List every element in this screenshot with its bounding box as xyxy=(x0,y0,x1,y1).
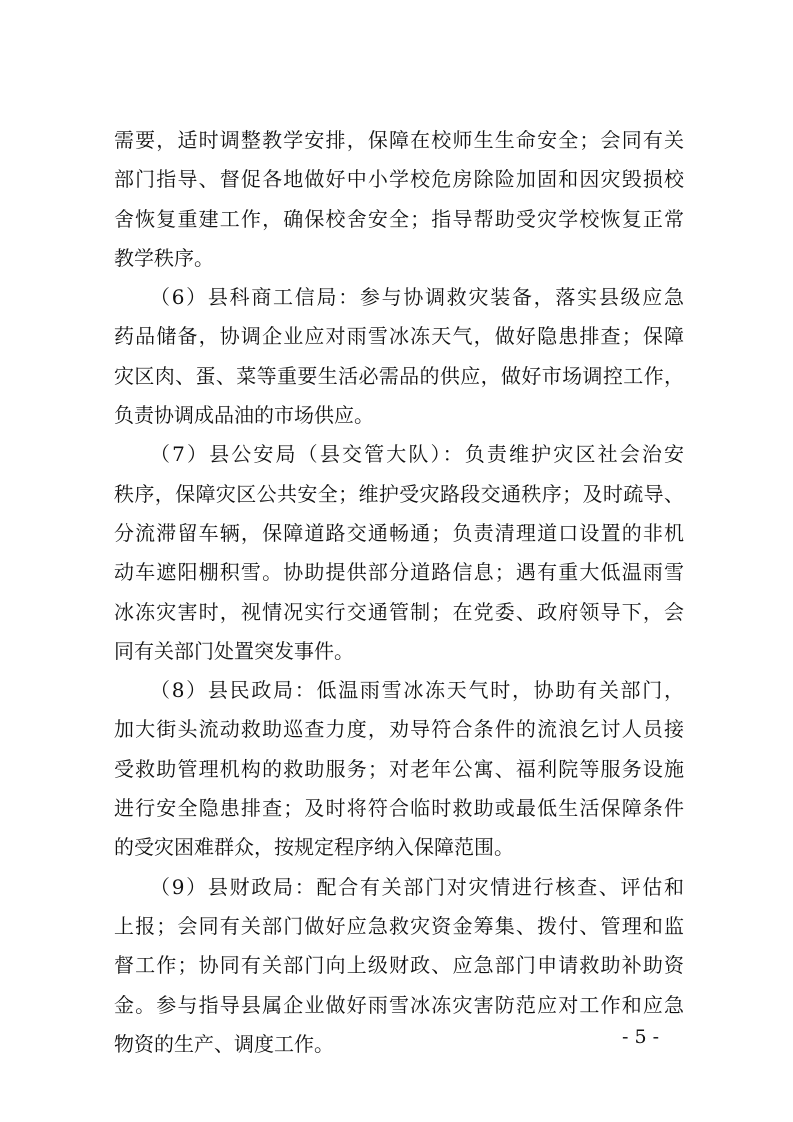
text-line: 物资的生产、调度工作。 xyxy=(114,1031,334,1056)
text-line: 督工作；协同有关部门向上级财政、应急部门申请救助补助资 xyxy=(114,953,684,978)
paragraph-7-first-line: （7）县公安局（县交管大队）：负责维护灾区社会治安 xyxy=(150,442,684,467)
paragraph-6-first-line: （6）县科商工信局：参与协调救灾装备，落实县级应急 xyxy=(150,285,684,310)
body-text xyxy=(114,121,684,1064)
text-line: 的受灾困难群众，按规定程序纳入保障范围。 xyxy=(114,835,514,860)
text-line: 进行安全隐患排查；及时将符合临时救助或最低生活保障条件 xyxy=(114,796,684,821)
text-line: 部门指导、督促各地做好中小学校危房除险加固和因灾毁损校 xyxy=(114,167,684,192)
text-line: 需要，适时调整教学安排，保障在校师生生命安全；会同有关 xyxy=(114,128,684,152)
text-line: 秩序，保障灾区公共安全；维护受灾路段交通秩序；及时疏导、 xyxy=(114,481,684,506)
text-line: 舍恢复重建工作，确保校舍安全；指导帮助受灾学校恢复正常 xyxy=(114,206,684,231)
text-line: 灾区肉、蛋、菜等重要生活必需品的供应，做好市场调控工作， xyxy=(114,363,684,388)
text-line: 同有关部门处置突发事件。 xyxy=(114,638,354,663)
text-line: 动车遮阳棚积雪。协助提供部分道路信息；遇有重大低温雨雪 xyxy=(114,560,684,585)
paragraph-9-first-line: （9）县财政局：配合有关部门对灾情进行核查、评估和 xyxy=(150,874,684,899)
text-line: 金。参与指导县属企业做好雨雪冰冻灾害防范应对工作和应急 xyxy=(114,992,684,1017)
text-line: 负责协调成品油的市场供应。 xyxy=(114,403,374,428)
text-line: 受救助管理机构的救助服务；对老年公寓、福利院等服务设施 xyxy=(114,756,684,781)
text-line: 教学秩序。 xyxy=(114,245,214,270)
text-line: 上报；会同有关部门做好应急救灾资金筹集、拨付、管理和监 xyxy=(114,913,684,938)
text-line: 药品储备，协调企业应对雨雪冰冻天气，做好隐患排查；保障 xyxy=(114,324,684,349)
text-line: 分流滞留车辆，保障道路交通畅通；负责清理道口设置的非机 xyxy=(114,520,684,545)
text-line: 加大街头流动救助巡查力度，劝导符合条件的流浪乞讨人员接 xyxy=(114,717,684,742)
paragraph-8-first-line: （8）县民政局：低温雨雪冰冻天气时，协助有关部门， xyxy=(150,678,684,703)
page-number: - 5 - xyxy=(622,1026,660,1048)
text-line: 冰冻灾害时，视情况实行交通管制；在党委、政府领导下，会 xyxy=(114,599,684,624)
